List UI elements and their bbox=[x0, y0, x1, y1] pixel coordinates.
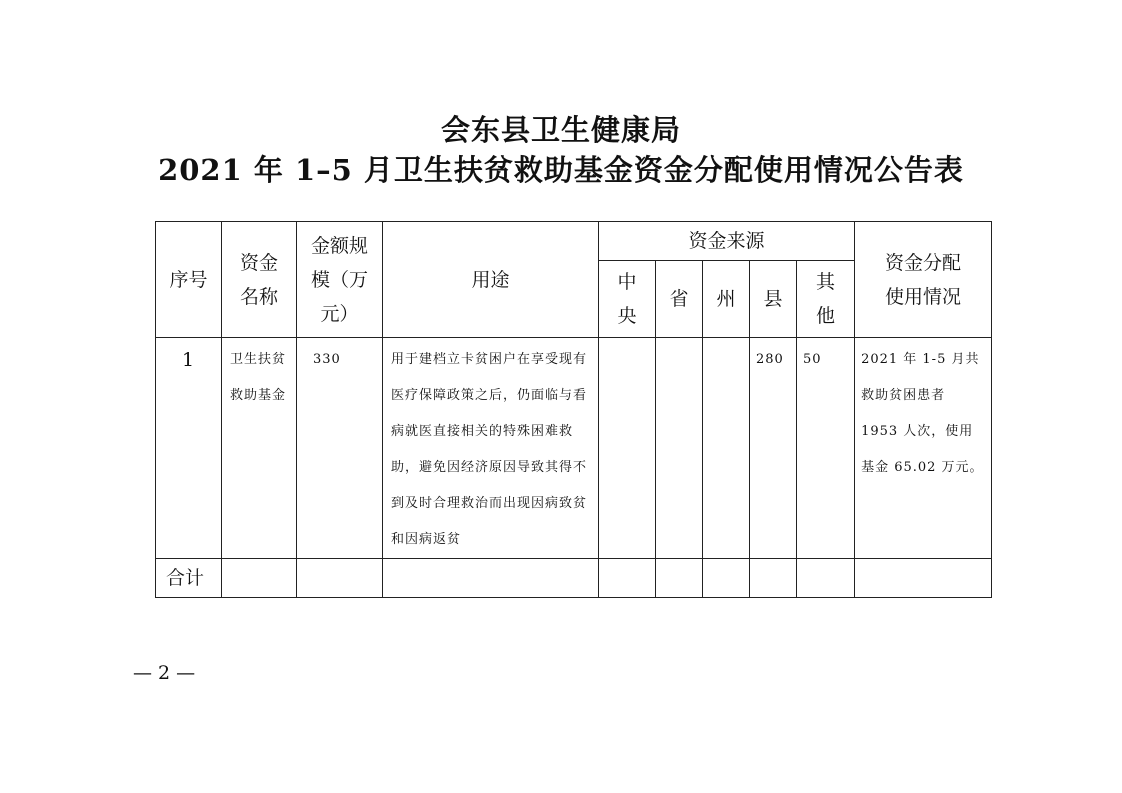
header-source-prefecture: 州 bbox=[703, 261, 750, 338]
total-source-county bbox=[750, 559, 797, 598]
document-title: 会东县卫生健康局 bbox=[440, 113, 681, 147]
row-usage: 2021 年 1-5 月共救助贫困患者 1953 人次，使用基金 65.02 万元。 bbox=[855, 338, 992, 559]
total-purpose bbox=[383, 559, 599, 598]
total-source-other bbox=[797, 559, 855, 598]
row-seq: 1 bbox=[156, 338, 222, 559]
row-source-central bbox=[599, 338, 656, 559]
table-row bbox=[156, 338, 992, 559]
total-source-central bbox=[599, 559, 656, 598]
header-row-1 bbox=[156, 222, 992, 261]
total-source-province bbox=[656, 559, 703, 598]
document-subtitle: 2021 年 1–5 月卫生扶贫救助基金资金分配使用情况公告表 bbox=[158, 153, 964, 187]
total-row bbox=[156, 559, 992, 598]
header-fund-name: 资金名称 bbox=[222, 222, 297, 338]
fund-allocation-table bbox=[155, 221, 992, 598]
total-usage bbox=[855, 559, 992, 598]
total-label: 合计 bbox=[156, 559, 222, 598]
page-number: — 2 — bbox=[133, 662, 196, 684]
header-source-group: 资金来源 bbox=[599, 222, 855, 261]
row-source-other: 50 bbox=[797, 338, 855, 559]
total-source-prefecture bbox=[703, 559, 750, 598]
header-source-province: 省 bbox=[656, 261, 703, 338]
header-seq: 序号 bbox=[156, 222, 222, 338]
header-amount: 金额规模（万元） bbox=[297, 222, 383, 338]
header-usage: 资金分配使用情况 bbox=[855, 222, 992, 338]
header-purpose: 用途 bbox=[383, 222, 599, 338]
total-amount bbox=[297, 559, 383, 598]
row-source-county: 280 bbox=[750, 338, 797, 559]
row-purpose: 用于建档立卡贫困户在享受现有医疗保障政策之后，仍面临与看病就医直接相关的特殊困难救助，避免因经济原因导致其得不到及时合理救治而出现因病致贫和因病返贫 bbox=[383, 338, 599, 559]
row-fund-name: 卫生扶贫救助基金 bbox=[222, 338, 297, 559]
header-source-other: 其他 bbox=[797, 261, 855, 338]
row-source-province bbox=[656, 338, 703, 559]
row-amount: 330 bbox=[297, 338, 383, 559]
total-fund-name bbox=[222, 559, 297, 598]
row-source-prefecture bbox=[703, 338, 750, 559]
header-source-central: 中央 bbox=[599, 261, 656, 338]
header-source-county: 县 bbox=[750, 261, 797, 338]
